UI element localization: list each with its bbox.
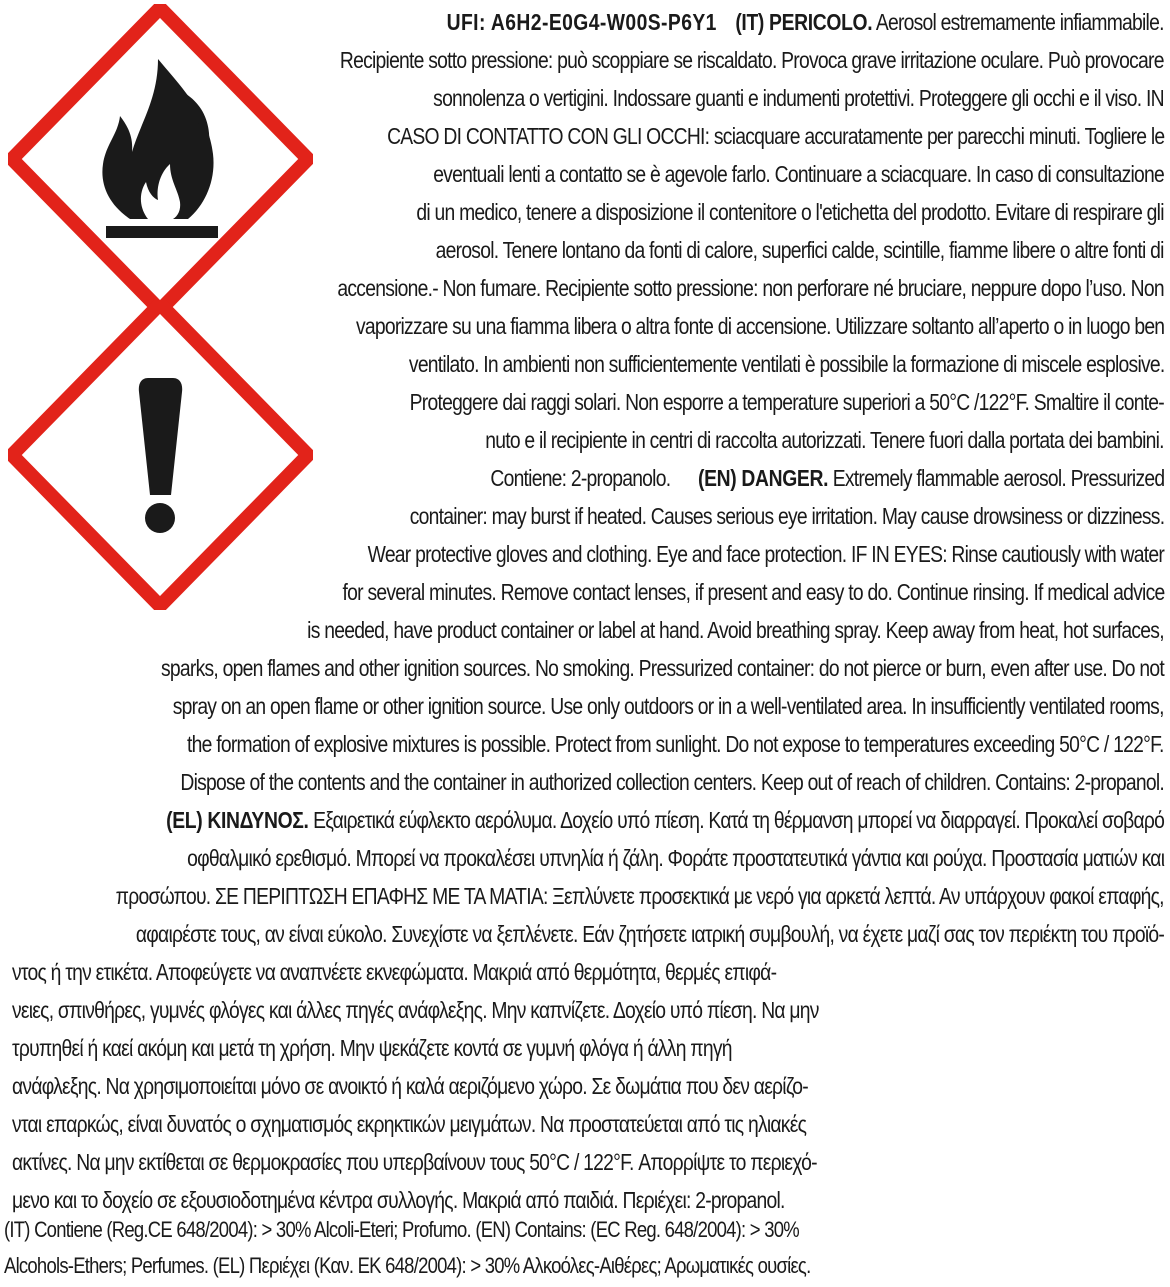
it-text-line: Recipiente sotto pressione: può scoppiare se riscaldato. Provoca grave irritazione oculare. Può provocare — [340, 47, 1164, 73]
it-text-line: eventuali lenti a contatto se è agevole farlo. Continuare a sciacquare. In caso di consultazione — [433, 161, 1164, 187]
it-heading: (IT) PERICOLO. — [735, 9, 873, 35]
footer-line: (IT) Contiene (Reg.CE 648/2004): > 30% Alcoli-Eteri; Profumo. (EN) Contains: (EC Reg. 648/2004): > 30% — [4, 1217, 799, 1242]
en-text-line: the formation of explosive mixtures is possible. Protect from sunlight. Do not expose to temperatures exceeding 50°C / 122°F. — [187, 731, 1164, 757]
header-line — [447, 4, 1164, 40]
el-text-line: νται επαρκώς, είναι δυνατός ο σχηματισμός εκρηκτικών μειγμάτων. Να προστατεύεται από τις ηλιακές — [12, 1111, 807, 1137]
en-text-line: is needed, have product container or label at hand. Avoid breathing spray. Keep away from heat, hot surfaces, — [307, 617, 1164, 643]
en-text-line: spray on an open flame or other ignition source. Use only outdoors or in a well-ventilated area. In insufficiently ventilated rooms, — [173, 693, 1164, 719]
ufi-code: UFI: A6H2-E0G4-W00S-P6Y1 — [446, 9, 718, 35]
en-text-line: container: may burst if heated. Causes serious eye irritation. May cause drowsiness or dizziness. — [409, 503, 1164, 529]
el-text-line: οφθαλμικό ερεθισμό. Μπορεί να προκαλέσει υπνηλία ή ζάλη. Φοράτε προστατευτικά γάντια και ρούχα. Προστασία ματιών και — [186, 845, 1164, 871]
it-text-line: vaporizzare su una fiamma libera o altra fonte di accensione. Utilizzare soltanto all’aperto o in luogo ben — [355, 313, 1164, 339]
it-text-line: accensione.- Non fumare. Recipiente sotto pressione: non perforare né bruciare, neppure dopo l’uso. Non — [337, 275, 1164, 301]
el-text-line: τρυπηθεί ή καεί ακόμη και μετά τη χρήση. Μην ψεκάζετε κοντά σε γυμνή φλόγα ή άλλη πηγή — [12, 1035, 732, 1061]
footer-line: Alcohols-Ethers; Perfumes. (EL) Περιέχει (Καν. ΕΚ 648/2004): > 30% Αλκοόλες-Αιθέρες; Αρωματικές ουσίες. — [4, 1253, 811, 1278]
el-line1: Εξαιρετικά εύφλεκτο αερόλυμα. Δοχείο υπό πίεση. Κατά τη θέρμανση μπορεί να διαρραγεί. Προκαλεί σοβαρό — [313, 807, 1164, 833]
en-text-line: Wear protective gloves and clothing. Eye and face protection. IF IN EYES: Rinse cautiously with water — [367, 541, 1164, 567]
el-text-line: ακτίνες. Να μην εκτίθεται σε θερμοκρασίες που υπερβαίνουν τους 50°C / 122°F. Απορρίψτε το περιεχό- — [12, 1149, 817, 1175]
el-text-line: μενο και το δοχείο σε εξουσιοδοτημένα κέντρα συλλογής. Μακριά από παιδιά. Περιέχει: 2-propanol. — [12, 1187, 785, 1213]
exclamation-pictogram — [8, 300, 313, 610]
it-text-line: Proteggere dai raggi solari. Non esporre a temperature superiori a 50°C /122°F. Smaltire il conte- — [409, 389, 1164, 415]
el-text-line: προσώπου. ΣΕ ΠΕΡΙΠΤΩΣΗ ΕΠΑΦΗΣ ΜΕ ΤΑ ΜΑΤΙΑ: Ξεπλύνετε προσεκτικά με νερό για αρκετά λεπτά. Αν υπάρχουν φακοί επαφής, — [115, 883, 1164, 909]
it-text-line: di un medico, tenere a disposizione il contenitore o l'etichetta del prodotto. Evitare di respirare gli — [416, 199, 1164, 225]
el-text-line: αφαιρέστε τους, αν είναι εύκολο. Συνεχίστε να ξεπλένετε. Εάν ζητήσετε ιατρική συμβουλή, να έχετε μαζί σας τον περιέκτη του προϊό- — [135, 921, 1164, 947]
el-first-line — [166, 802, 1164, 838]
en-text-line: Dispose of the contents and the container in authorized collection centers. Keep out of reach of children. Contains: 2-propanol. — [180, 769, 1164, 795]
en-line1: Extremely flammable aerosol. Pressurized — [832, 465, 1164, 491]
it-text-line: nuto e il recipiente in centri di raccolta autorizzati. Tenere fuori dalla portata dei bambini. — [485, 427, 1164, 453]
en-text-line: sparks, open flames and other ignition sources. No smoking. Pressurized container: do not pierce or burn, even after use. Do not — [161, 655, 1164, 681]
it-en-line — [490, 460, 1164, 496]
flame-pictogram — [8, 4, 313, 314]
it-text-line: ventilato. In ambienti non sufficientemente ventilati è possibile la formazione di miscele esplosive. — [408, 351, 1164, 377]
el-text-line: ανάφλεξης. Να χρησιμοποιείται μόνο σε ανοικτό ή καλά αεριζόμενο χώρο. Σε δωμάτια που δεν αερίζο- — [12, 1073, 808, 1099]
en-heading: (EN) DANGER. — [697, 465, 828, 491]
it-text-line: sonnolenza o vertigini. Indossare guanti e indumenti protettivi. Proteggere gli occhi e il viso. IN — [433, 85, 1164, 111]
el-heading: (EL) ΚΙΝΔΥΝΟΣ. — [165, 807, 309, 833]
el-text-line: ντος ή την ετικέτα. Αποφεύγετε να αναπνέετε εκνεφώματα. Μακριά από θερμότητα, θερμές επιφά- — [12, 959, 777, 985]
en-text-line: for several minutes. Remove contact lenses, if present and easy to do. Continue rinsing. If medical advice — [342, 579, 1164, 605]
it-contains: Contiene: 2-propanolo. — [490, 465, 670, 491]
el-text-line: νειες, σπινθήρες, γυμνές φλόγες και άλλες πηγές ανάφλεξης. Μην καπνίζετε. Δοχείο υπό πίεση. Να μην — [12, 997, 819, 1023]
it-text-line: aerosol. Tenere lontano da fonti di calore, superfici calde, scintille, fiamme libere o altre fonti di — [436, 237, 1164, 263]
it-line1: Aerosol estremamente infiammabile. — [876, 9, 1164, 35]
it-text-line: CASO DI CONTATTO CON GLI OCCHI: sciacquare accuratamente per parecchi minuti. Togliere le — [386, 123, 1164, 149]
